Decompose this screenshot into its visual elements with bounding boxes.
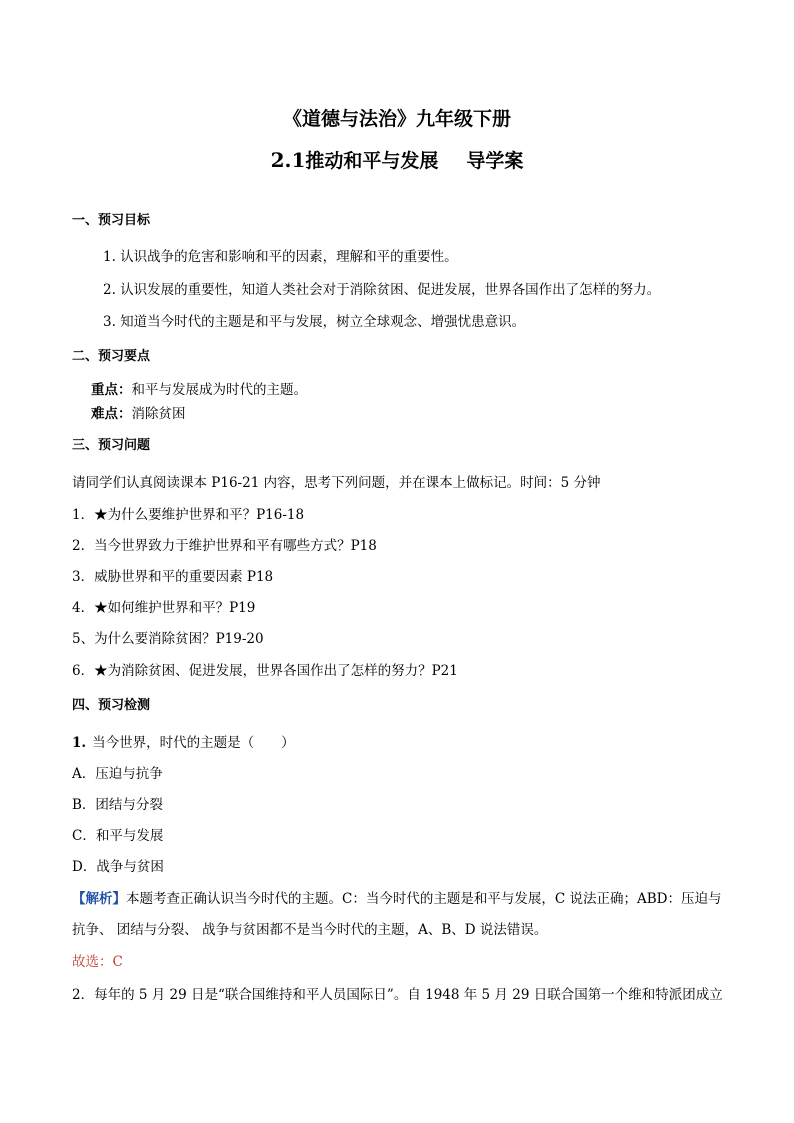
difficult-point: [91, 405, 186, 423]
key-label: 重点：: [91, 382, 132, 398]
question-text: 当今世界，时代的主题是（ ）: [92, 735, 295, 751]
section-heading-objectives: 一、预习目标: [72, 213, 151, 228]
analysis-text: 本题考查正确认识当今时代的主题。C：当今时代的主题是和平与发展，C 说法正确；ABD：压迫与: [126, 891, 722, 907]
objective-item: 1. 认识战争的危害和影响和平的因素，理解和平的重要性。: [103, 249, 458, 265]
question-item: 2．当今世界致力于维护世界和平有哪些方式？P18: [72, 538, 377, 554]
test-question-2: 2．每年的 5 月 29 日是“联合国维持和平人员国际日”。自 1948 年 5 月 29 日联合国第一个维和特派团成立: [72, 987, 723, 1003]
section-heading-questions: 三、预习问题: [72, 438, 151, 453]
answer-option: B．团结与分裂: [72, 797, 163, 813]
analysis-label: 【解析】: [72, 891, 126, 907]
answer-option: C．和平与发展: [72, 828, 164, 844]
analysis-line: [72, 890, 721, 908]
answer-option: A．压迫与抗争: [72, 766, 163, 782]
test-question-1: [72, 734, 295, 752]
subtitle-text: 推动和平与发展: [305, 150, 439, 172]
section-heading-test: 四、预习检测: [72, 698, 151, 713]
difficult-text: 消除贫困: [131, 406, 186, 422]
question-item: 1．★为什么要维护世界和平？P16-18: [72, 507, 305, 523]
subtitle-number: 2.1: [270, 148, 306, 172]
subtitle-tail: 导学案: [466, 150, 524, 172]
question-number: 1.: [72, 735, 87, 751]
key-text: 和平与发展成为时代的主题。: [131, 382, 307, 398]
answer-option: D．战争与贫困: [72, 859, 164, 875]
objective-item: 2. 认识发展的重要性，知道人类社会对于消除贫困、促进发展，世界各国作出了怎样的努力。: [103, 282, 661, 298]
difficult-label: 难点：: [91, 406, 132, 422]
question-item: 3．威胁世界和平的重要因素 P18: [72, 569, 274, 585]
document-title: 《道德与法治》九年级下册: [282, 108, 511, 130]
analysis-line: 抗争、 团结与分裂、 战争与贫困都不是当今时代的主题，A、B、D 说法错误。: [72, 922, 548, 938]
objective-item: 3. 知道当今时代的主题是和平与发展，树立全球观念、增强忧患意识。: [103, 314, 526, 330]
questions-intro: 请同学们认真阅读课本 P16-21 内容，思考下列问题，并在课本上做标记。时间：5 分钟: [72, 475, 601, 491]
answer-text: 故选：C: [72, 954, 123, 970]
section-heading-key-points: 二、预习要点: [72, 349, 151, 364]
key-point: [91, 381, 307, 399]
question-item: 4．★如何维护世界和平？P19: [72, 600, 256, 616]
question-item: 6．★为消除贫困、促进发展，世界各国作出了怎样的努力？P21: [72, 663, 458, 679]
document-subtitle: [0, 146, 794, 173]
question-item: 5、为什么要消除贫困？P19-20: [72, 631, 264, 647]
